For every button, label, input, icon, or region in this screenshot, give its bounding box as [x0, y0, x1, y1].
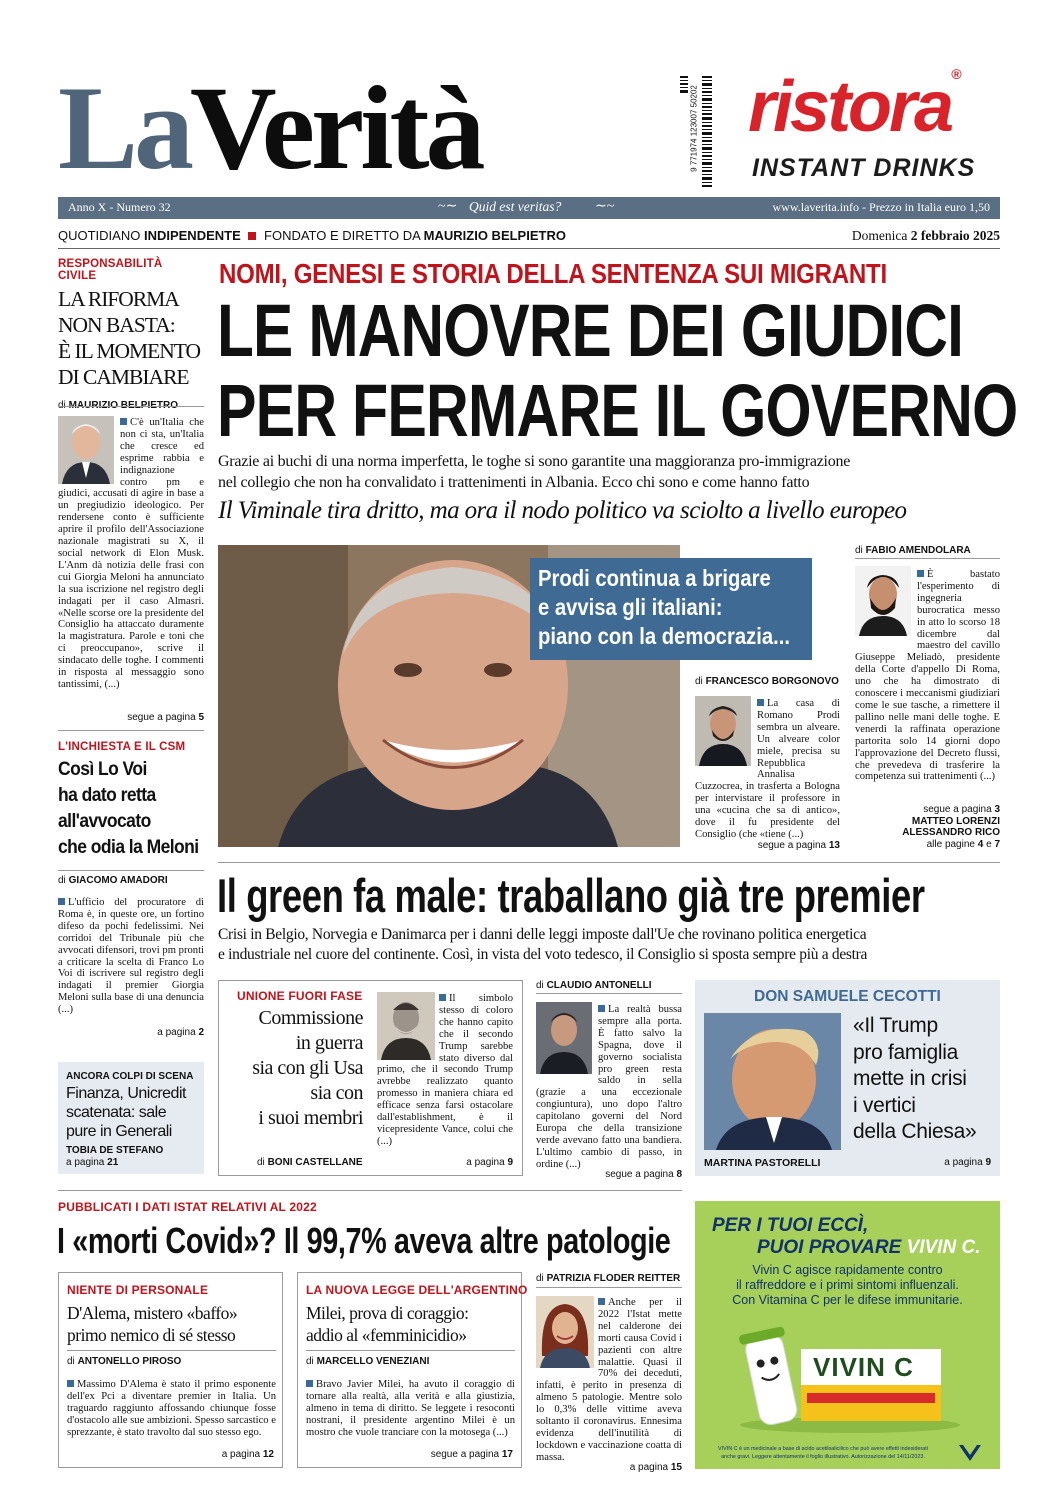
lead-italic: Il Viminale tira dritto, ma ora il nodo politico va sciolto a livello europeo [218, 497, 907, 524]
milei-seg: segue a pagina 17 [430, 1449, 513, 1460]
covid-top-rule [58, 1190, 682, 1191]
lead-kicker: NOMI, GENESI E STORIA DELLA SENTENZA SUI MIGRANTI [219, 258, 887, 289]
vivin-logo [957, 1443, 983, 1463]
left3-kicker: ANCORA COLPI DI SCENA [66, 1071, 194, 1082]
header-divider [58, 248, 1000, 249]
ristora-brand: ristora® [748, 66, 959, 147]
masthead-title[interactable] [58, 61, 482, 196]
milei-title: Milei, prova di coraggio: addio al «femminicidio» [306, 1303, 469, 1345]
left2 [58, 741, 204, 861]
vivin-line1: PER I TUOI ECCÌ, [712, 1215, 869, 1236]
dalema-rule [67, 1350, 276, 1351]
milei-byline: di MARCELLO VENEZIANI [306, 1356, 430, 1367]
prodi-body: La casa di Romano Prodi sembra un alveare. Un alveare color miele, precisa su Repubblica Annalisa Cuzzocrea, in trasferta a Bologna per intervistare il professore in una «cucina che sa di antico», dove il fu presidente del Consiglio (che «tiene (...) [695, 698, 840, 840]
site-price[interactable]: www.laverita.info - Prezzo in Italia euro 1,50 [772, 200, 990, 214]
left2-seg[interactable]: a pagina 2 [157, 1027, 204, 1038]
milei-box[interactable] [297, 1272, 528, 1468]
covid-byline: di PATRIZIA FLODER REITTER [536, 1273, 681, 1284]
left-column [58, 258, 204, 411]
green-title[interactable]: Il green fa male: traballano già tre premier [217, 869, 925, 922]
amendolara-seg[interactable]: segue a pagina 3 [923, 804, 1000, 815]
prodi-caption-box[interactable] [530, 558, 812, 660]
dalema-box[interactable] [58, 1272, 283, 1468]
prodi-byline: di FRANCESCO BORGONOVO [695, 676, 839, 687]
amendolara-rule [855, 558, 1000, 559]
info-bar [58, 197, 1000, 219]
motto-flourish-right: ∼~ [595, 199, 615, 214]
green-top-rule [218, 862, 1000, 863]
trump-photo [704, 1013, 841, 1150]
vivin-fine: VIVIN C è un medicinale a base di acido acetilsalicilico che può avere effetti indesiderati anche gravi. Leggere attentamente il foglio illustrativo. Autorizzazione del 14/11/2023. [718, 1446, 928, 1460]
left1-body: C'è un'Italia che non ci sta, un'Italia che cresce ed esprime rabbia e indignazione contro pm e giudici, accusati di agire in base a un pregiudizio ideologico. Per rendersene conto è sufficiente aprire il profilo dell'Associazione nazionale magistrati su X, il social network di Elon Musk. L'Anm dà notizia delle frasi con cui Giorgia Meloni ha annunciato la sua iscrizione nel registro degli indagati per il caso Almasri. «Nelle scorse ore la presidente del Consiglio ha attaccato duramente la magistratura. Parole e toni che ci preoccupano», scrive il sindacato delle toghe. I commenti in risposta al messaggio sono tantissimi, (...) [58, 417, 204, 690]
dalema-byline: di ANTONELLO PIROSO [67, 1356, 182, 1367]
covid-rule [536, 1287, 682, 1288]
vivin-ad[interactable] [695, 1201, 1000, 1469]
left1-kicker: RESPONSABILITÀ CIVILE [58, 258, 163, 282]
covid-seg[interactable]: a pagina 15 [629, 1462, 682, 1473]
amendolara-byline: di FABIO AMENDOLARA [855, 545, 971, 556]
prodi-seg[interactable]: segue a pagina 13 [757, 840, 840, 851]
left1-end-rule [58, 730, 204, 731]
cecotti-seg: a pagina 9 [944, 1157, 991, 1168]
cecotti-quote: «Il Trump pro famiglia mette in crisi i vertici della Chiesa» [853, 1014, 977, 1143]
dalema-kicker: NIENTE DI PERSONALE [67, 1283, 209, 1297]
lead-title-1[interactable]: LE MANOVRE DEI GIUDICI [217, 289, 964, 372]
vivin-line2: PUOI PROVARE VIVIN C. [757, 1237, 981, 1258]
barcode [676, 74, 716, 190]
left1-title[interactable]: LA RIFORMA NON BASTA: È IL MOMENTO DI CAMBIARE [58, 287, 201, 389]
unione-body: Il simbolo stesso di coloro che hanno capito che il secondo Trump sarebbe stato diverso dal primo, che il secondo Trump avrebbe realizzato quanto promesso in maniera chiara ed efficace senza farsi ostacolare dall'establishment, è il vicepresidente Vance, colui che (...) [377, 993, 513, 1147]
left2-kicker: L'INCHIESTA E IL CSM [58, 741, 186, 753]
lead-deck: Grazie ai buchi di una norma imperfetta, le toghe si sono garantite una maggioranza pro-immigrazione nel collegio che non ha convalidato i trattenimenti in Albania. Ecco chi sono e come hanno fatto [218, 453, 851, 491]
unione-byline: di BONI CASTELLANE [257, 1157, 363, 1168]
dalema-seg: a pagina 12 [221, 1449, 274, 1460]
unione-seg[interactable]: a pagina 9 [466, 1157, 513, 1168]
motto: Quid est veritas? [469, 199, 562, 214]
left1-seg[interactable]: segue a pagina 5 [127, 712, 204, 723]
milei-kicker: LA NUOVA LEGGE DELL'ARGENTINO [306, 1283, 528, 1297]
amendolara-others: MATTEO LORENZI ALESSANDRO RICO [902, 816, 1000, 838]
amendolara-seg2[interactable]: alle pagine 4 e 7 [926, 839, 1000, 850]
left2-byline: di GIACOMO AMADORI [58, 875, 168, 886]
left2-title[interactable]: Così Lo Voi ha dato retta all'avvocato che odia la Meloni [58, 759, 199, 858]
tagline: QUOTIDIANO INDIPENDENTE FONDATO E DIRETTO DA MAURIZIO BELPIETRO [58, 228, 566, 243]
cecotti-kicker: DON SAMUELE CECOTTI [754, 988, 941, 1005]
masthead-verita: Verità [190, 61, 482, 194]
prodi-caption: Prodi continua a brigare e avvisa gli italiani: piano con la democrazia... [538, 565, 790, 649]
lead-title-2[interactable]: PER FERMARE IL GOVERNO [217, 369, 1018, 452]
tagline-square [248, 232, 256, 240]
covid-kicker: PUBBLICATI I DATI ISTAT RELATIVI AL 2022 [58, 1200, 317, 1214]
green-deck: Crisi in Belgio, Norvegia e Danimarca per i danni delle leggi imposte dall'Ue che rovinano politica energetica e industriale nel cuore del continente. Così, in vista del voto tedesco, il Consiglio si sposta sempre più a destra [218, 926, 868, 963]
unione-kicker: UNIONE FUORI FASE [237, 989, 363, 1003]
dalema-title: D'Alema, mistero «baffo» primo nemico di sé stesso [67, 1303, 238, 1345]
ristora-ad[interactable] [748, 66, 1002, 186]
left3-title: Finanza, Unicredit scatenata: sale pure in Generali [66, 1085, 186, 1140]
issue-date: Domenica 2 febbraio 2025 [851, 228, 1000, 243]
masthead-la: La [58, 61, 191, 194]
vivin-text: Vivin C agisce rapidamente contro il raffreddore e i primi sintomi influenzali. Con Vitamina C per le difese immunitarie. [732, 1263, 963, 1307]
antonelli-body: La realtà bussa sempre alla porta. È fatto salvo la Spagna, dove il governo socialista pro green resta saldo in sella (grazie a una eccezionale congiuntura), uno dopo l'altro capitolano governi del Nord Europa che della transizione verde avevano fatto una bandiera. L'ultimo cambio di passo, in ordine (...) [536, 1004, 682, 1170]
cecotti-author: MARTINA PASTORELLI [704, 1157, 821, 1169]
antonelli-byline: di CLAUDIO ANTONELLI [536, 980, 652, 991]
vivin-box-label: VIVIN C [813, 1352, 914, 1382]
left3-box[interactable] [58, 1062, 204, 1174]
antonelli-rule [536, 993, 682, 994]
milei-body: Bravo Javier Milei, ha avuto il coraggio di tornare alla realtà, alla verità e alla giustizia, almeno in tema di diritto. Se leggete i resoconti nostrani, il presidente argentino Milei è un mostro che vuole tranciare con la motosega (...) [306, 1379, 515, 1438]
dalema-body: Massimo D'Alema è stato il primo esponente dell'ex Pci a diventare premier in Italia. Un traguardo raggiunto affossando chiunque fosse d'ostacolo alle sue ambizioni. Spesso sarcastico e sprezzante, è stato travolto dal suo stesso ego. [67, 1379, 276, 1438]
left2-rule [58, 870, 204, 871]
left3-seg: a pagina 21 [66, 1157, 119, 1168]
unione-title: Commissione in guerra sia con gli Usa sia con i suoi membri [252, 1007, 363, 1129]
left1-rule [58, 406, 204, 407]
cecotti-box[interactable] [695, 980, 1000, 1176]
barcode-number: 9 771974 123007 50202 [689, 85, 699, 172]
covid-title[interactable]: I «morti Covid»? Il 99,7% aveva altre patologie [57, 1220, 671, 1261]
issue-number: Anno X - Numero 32 [68, 200, 171, 214]
amendolara-body: È bastato l'esperimento di ingegneria burocratica messo in atto lo scorso 18 dicembre dal maestro del cavillo Giuseppe Meliadò, presidente della Corte d'appello Di Roma, uno che ha dimostrato di conoscere i meccanismi giudiziari come le sue tasche, a rimettere il pallino nelle mani delle toghe. E venerdì la raffinata operazione partorita solo 14 giorni dopo l'approvazione del Decreto flussi, che prevedeva di trasferire la competenza sui trattenimenti (...) [855, 569, 1000, 783]
antonelli-seg[interactable]: segue a pagina 8 [605, 1169, 682, 1180]
left2-body: L'ufficio del procuratore di Roma è, in queste ore, un fortino difeso da pochi fedelissimi. Nei corridoi del Tribunale più che avvocati difensori, trovi pm pronti a criticare la scelta di Franco Lo Voi di iscrivere sul registro degli indagati il premier Giorgia Meloni sulla base di una denuncia (...) [58, 897, 204, 1016]
milei-rule [306, 1350, 515, 1351]
ristora-sub: INSTANT DRINKS [752, 154, 976, 182]
motto-flourish-left: ~∼ [438, 199, 458, 214]
left3-author: TOBIA DE STEFANO [66, 1145, 164, 1156]
covid-body: Anche per il 2022 l'Istat mette nel calderone dei morti causa Covid i pazienti con altre malattie. Quasi il 70% dei deceduti, infatti, è perito in presenza di almeno 5 patologie. Mentre solo lo 0,3% delle vittime aveva soltanto il coronavirus. Ennesima evidenza dell'inutilità di lockdown e vaccinazione coatta di massa. [536, 1297, 682, 1463]
